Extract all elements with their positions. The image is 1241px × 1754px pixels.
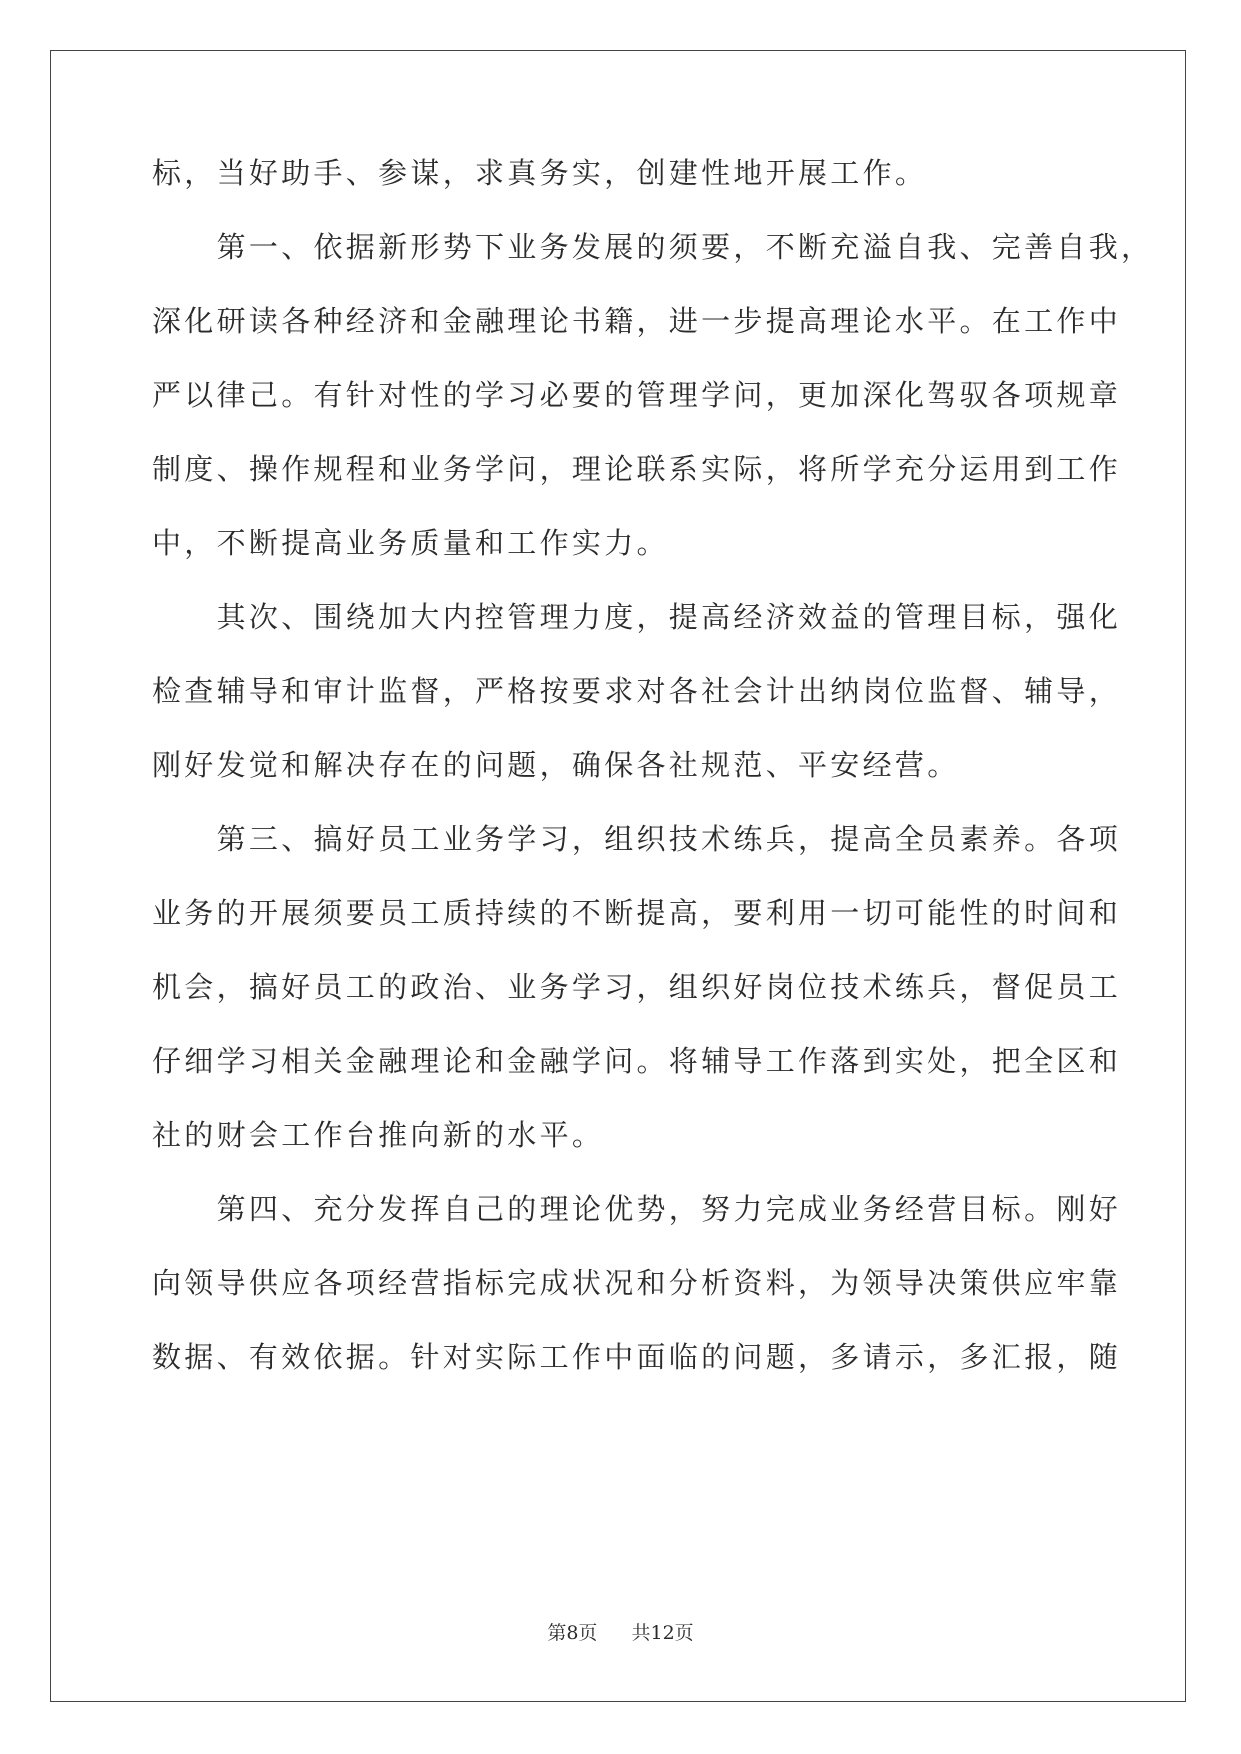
text-line: 社的财会工作台推向新的水平。 [152, 1118, 605, 1152]
text-line: 制度、操作规程和业务学问，理论联系实际，将所学充分运用到工作 [152, 452, 1122, 486]
text-line: 严以律己。有针对性的学习必要的管理学问，更加深化驾驭各项规章 [152, 378, 1122, 412]
text-line: 中，不断提高业务质量和工作实力。 [152, 526, 669, 560]
page-number-current: 第8页 [547, 1622, 598, 1644]
text-line: 向领导供应各项经营指标完成状况和分析资料，为领导决策供应牢靠 [152, 1266, 1122, 1300]
text-line: 第三、搞好员工业务学习，组织技术练兵，提高全员素养。各项 [152, 822, 1122, 856]
text-line: 数据、有效依据。针对实际工作中面临的问题，多请示，多汇报，随 [152, 1340, 1122, 1374]
text-line: 第四、充分发挥自己的理论优势，努力完成业务经营目标。刚好 [152, 1192, 1122, 1226]
page-number-total: 共12页 [631, 1622, 694, 1644]
text-line: 标，当好助手、参谋，求真务实，创建性地开展工作。 [152, 156, 928, 190]
text-line: 第一、依据新形势下业务发展的须要，不断充溢自我、完善自我， [152, 230, 1154, 264]
text-line: 机会，搞好员工的政治、业务学习，组织好岗位技术练兵，督促员工 [152, 970, 1122, 1004]
text-line: 深化研读各种经济和金融理论书籍，进一步提高理论水平。在工作中 [152, 304, 1122, 338]
page-footer [0, 1618, 1241, 1648]
text-line: 其次、围绕加大内控管理力度，提高经济效益的管理目标，强化 [152, 600, 1122, 634]
text-line: 业务的开展须要员工质持续的不断提高，要利用一切可能性的时间和 [152, 896, 1122, 930]
text-line: 检查辅导和审计监督，严格按要求对各社会计出纳岗位监督、辅导， [152, 674, 1122, 708]
text-line: 刚好发觉和解决存在的问题，确保各社规范、平安经营。 [152, 748, 960, 782]
text-line: 仔细学习相关金融理论和金融学问。将辅导工作落到实处，把全区和 [152, 1044, 1122, 1078]
